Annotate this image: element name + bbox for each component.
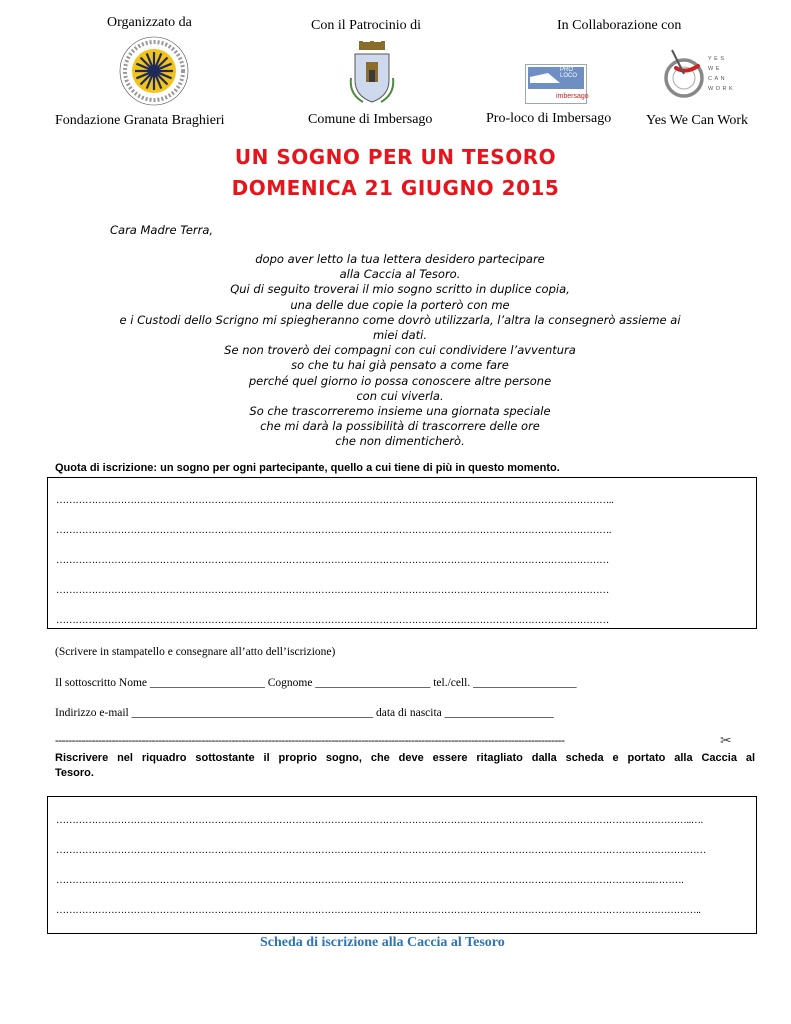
collab-caption: In Collaborazione con: [557, 18, 682, 33]
ywcw-logo-line: CAN: [708, 76, 728, 82]
proloco-name: Pro-loco di Imbersago: [486, 111, 612, 126]
org-caption: Organizzato da: [107, 15, 192, 30]
dotted-line: ……………………………………………………………………………………………………………………………………………………………………………..….: [56, 815, 703, 826]
letter-line: Qui di seguito troverai il mio sogno scritto in duplice copia,: [230, 282, 570, 297]
ywcw-logo-line: YES: [708, 56, 727, 62]
form-instruction: (Scrivere in stampatello e consegnare all’atto dell’iscrizione): [55, 646, 336, 658]
letter-line: e i Custodi dello Scrigno mi spiegheranno come dovrò utilizzarla, l’altra la consegnerò assieme ai: [119, 312, 681, 327]
footer-title: Scheda di iscrizione alla Caccia al Tesoro: [260, 935, 505, 950]
cut-line: ---------------------------------------------------------------------------------------------------------------------------------------------------------: [55, 735, 565, 747]
letter-line: dopo aver letto la tua lettera desidero partecipare: [255, 252, 545, 266]
dream-copy-box[interactable]: [47, 796, 757, 934]
letter-line: perché quel giorno io possa conoscere altre persone: [248, 373, 552, 388]
comune-crest-logo: [349, 40, 395, 108]
dotted-line: ………………………………………………………………………………………………………………………………………………………: [56, 615, 609, 626]
proloco-logo-bottom-text: imbersago: [556, 93, 589, 100]
ywcw-logo: [662, 46, 742, 108]
dotted-line: ……………………………………………………………………………………………………………………………………………………….: [56, 525, 612, 536]
patron-caption: Con il Patrocinio di: [311, 18, 422, 33]
bottom-instruction-end: Tesoro.: [55, 767, 94, 779]
letter-line: una delle due copie la porterò con me: [290, 297, 510, 312]
quota-label: Quota di iscrizione: un sogno per ogni partecipante, quello a cui tiene di più in questo momento.: [55, 462, 560, 474]
letter-line: che mi darà la possibilità di trascorrere delle ore: [260, 419, 540, 434]
letter-greeting: Cara Madre Terra,: [110, 223, 214, 237]
letter-line: alla Caccia al Tesoro.: [339, 267, 461, 282]
letter-body: [90, 252, 710, 450]
letter-line: So che trascorreremo insieme una giornata speciale: [249, 404, 551, 419]
form-row-name[interactable]: Il sottoscritto Nome ____________________ Cognome ____________________ tel./cell. __________________: [55, 677, 577, 689]
dotted-line: …………………………………………………………………………………………………………………………………………………………………………………: [56, 845, 706, 856]
bottom-instruction: Riscrivere nel riquadro sottostante il proprio sogno, che deve essere ritagliato dalla scheda e portato alla Caccia al: [55, 752, 755, 764]
form-row-email[interactable]: Indirizzo e-mail __________________________________________ data di nascita ___________________: [55, 707, 554, 719]
dotted-line: ………………………………………………………………………………………………………………………………………………………: [56, 585, 609, 596]
letter-line: so che tu hai già pensato a come fare: [291, 358, 509, 373]
scissors-icon: ✂: [720, 733, 732, 749]
letter-line: miei dati.: [372, 328, 428, 343]
letter-line: Se non troverò dei compagni con cui condividere l’avventura: [224, 343, 576, 358]
ywcw-logo-line: WE: [708, 66, 722, 72]
fondazione-logo: [118, 35, 190, 107]
dotted-line: ………………………………………………………………………………………………………………………………………………………: [56, 555, 609, 566]
ywcw-logo-line: WORK: [708, 86, 736, 92]
event-date: DOMENICA 21 GIUGNO 2015: [231, 176, 560, 200]
quota-dream-box[interactable]: [47, 477, 757, 629]
letter-line: con cui viverla.: [356, 388, 444, 403]
proloco-logo: [525, 64, 587, 104]
org-name: Fondazione Granata Braghieri: [55, 113, 225, 128]
dotted-line: …………………………………………………………………………………………………………………………………………………………………..……….: [56, 875, 684, 886]
dotted-line: ………………………………………………………………………………………………………………………………………………………………………………..: [56, 905, 701, 916]
dotted-line: ………………………………………………………………………………………………………………………………………………………..: [56, 495, 614, 506]
event-title: UN SOGNO PER UN TESORO: [234, 145, 557, 169]
letter-line: che non dimenticherò.: [335, 434, 465, 449]
ywcw-name: Yes We Can Work: [646, 113, 748, 128]
proloco-logo-top-text: PRO LOCO: [560, 67, 578, 79]
patron-name: Comune di Imbersago: [308, 112, 433, 127]
